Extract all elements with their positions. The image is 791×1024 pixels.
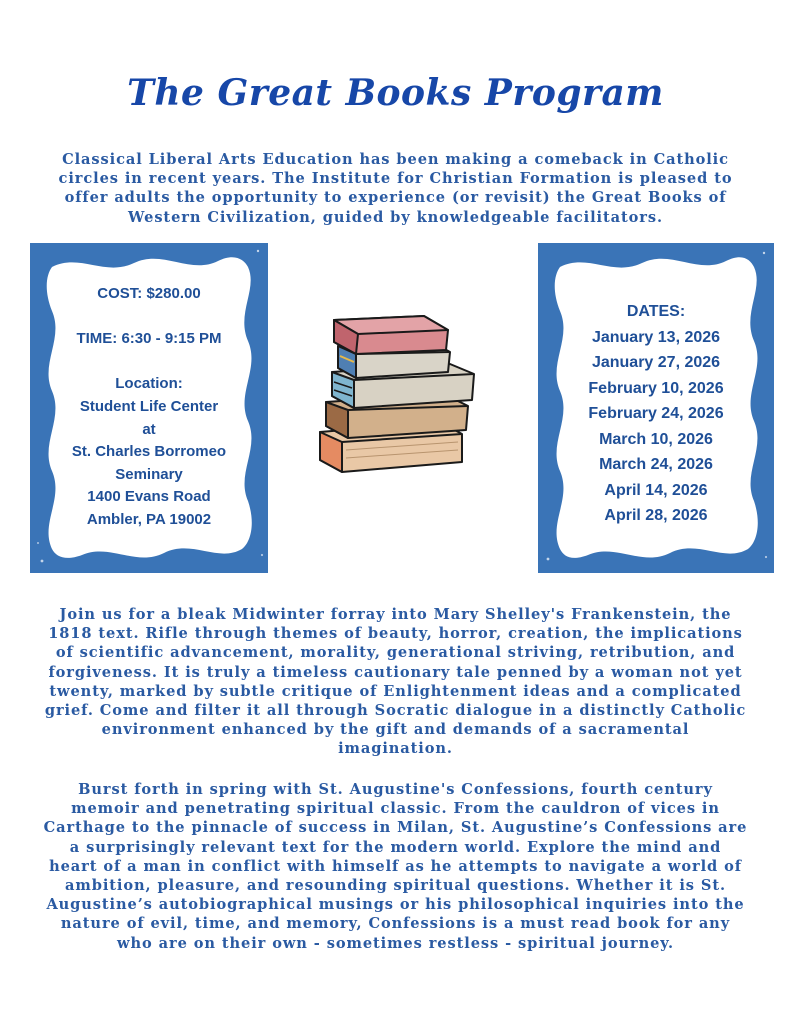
confessions-paragraph xyxy=(20,780,771,953)
date-item: April 28, 2026 xyxy=(604,507,708,524)
intro-line: offer adults the opportunity to experience (or revisit) the Great Books of xyxy=(64,189,727,207)
location-line: Seminary xyxy=(115,465,183,483)
stack-of-books-icon xyxy=(312,310,482,480)
location-line: at xyxy=(142,420,156,438)
paragraph-line: memoir and penetrating spiritual classic. From the cauldron of vices in xyxy=(71,800,720,818)
intro-line: Western Civilization, guided by knowledgeable facilitators. xyxy=(128,208,663,226)
paragraph-line: twenty, marked by subtle critique of Enlightenment ideas and a complicated xyxy=(49,682,742,700)
paragraph-line: environment enhanced by the gift and demands of a sacramental xyxy=(101,721,690,739)
event-details xyxy=(30,283,268,532)
date-item: January 13, 2026 xyxy=(591,328,721,346)
location-label: Location: xyxy=(115,375,183,393)
date-item: February 10, 2026 xyxy=(588,379,724,397)
paragraph-line: a surprisingly relevant text for the modern world. Explore the mind and xyxy=(69,838,722,856)
dates-heading: DATES: xyxy=(626,303,686,320)
paragraph-line: Join us for a bleak Midwinter forray into Mary Shelley's Frankenstein, the xyxy=(59,606,732,623)
paragraph-line: ambition, pleasure, and resounding spiritual questions. Whether it is St. xyxy=(65,877,726,895)
location-line: St. Charles Borromeo xyxy=(71,443,227,461)
date-item: April 14, 2026 xyxy=(604,481,708,499)
page-title: The Great Books Program xyxy=(127,72,664,114)
paragraph-line: imagination. xyxy=(338,740,453,758)
paragraph-line: heart of a man in conflict with himself as he attempts to navigate a world of xyxy=(49,857,742,875)
location-line: Student Life Center xyxy=(79,397,219,415)
location-line: 1400 Evans Road xyxy=(87,488,211,506)
date-item: March 10, 2026 xyxy=(599,430,713,448)
location-line: Ambler, PA 19002 xyxy=(86,510,212,528)
cost-text: COST: $280.00 xyxy=(97,285,201,302)
time-text: TIME: 6:30 - 9:15 PM xyxy=(76,330,222,348)
intro-line: circles in recent years. The Institute for Christian Formation is pleased to xyxy=(58,170,733,188)
dates-list xyxy=(538,299,774,529)
paragraph-line: nature of evil, time, and memory, Confessions is a must read book for any xyxy=(60,915,731,933)
intro-line: Classical Liberal Arts Education has been making a comeback in Catholic xyxy=(62,151,729,168)
date-item: January 27, 2026 xyxy=(591,354,721,371)
paragraph-line: Burst forth in spring with St. Augustine's Confessions, fourth century xyxy=(78,781,713,798)
paragraph-line: Augustine’s autobiographical musings or his philosophical inquiries into the xyxy=(46,896,745,914)
paragraph-line: forgiveness. It is truly a timeless cautionary tale penned by a woman not yet xyxy=(48,663,743,681)
date-item: March 24, 2026 xyxy=(599,456,713,473)
paragraph-line: of scientific advancement, morality, generational striving, retribution, and xyxy=(55,644,736,662)
paragraph-line: Carthage to the pinnacle of success in Milan, St. Augustine’s Confessions are xyxy=(43,819,748,837)
intro-paragraph xyxy=(40,150,751,227)
paragraph-line: 1818 text. Rifle through themes of beauty, horror, creation, the implications xyxy=(48,625,743,643)
paragraph-line: who are on their own - sometimes restless - spiritual journey. xyxy=(117,934,674,952)
date-item: February 24, 2026 xyxy=(588,405,724,422)
paragraph-line: grief. Come and filter it all through Socratic dialogue in a distinctly Catholic xyxy=(44,702,747,720)
frankenstein-paragraph xyxy=(20,605,771,759)
